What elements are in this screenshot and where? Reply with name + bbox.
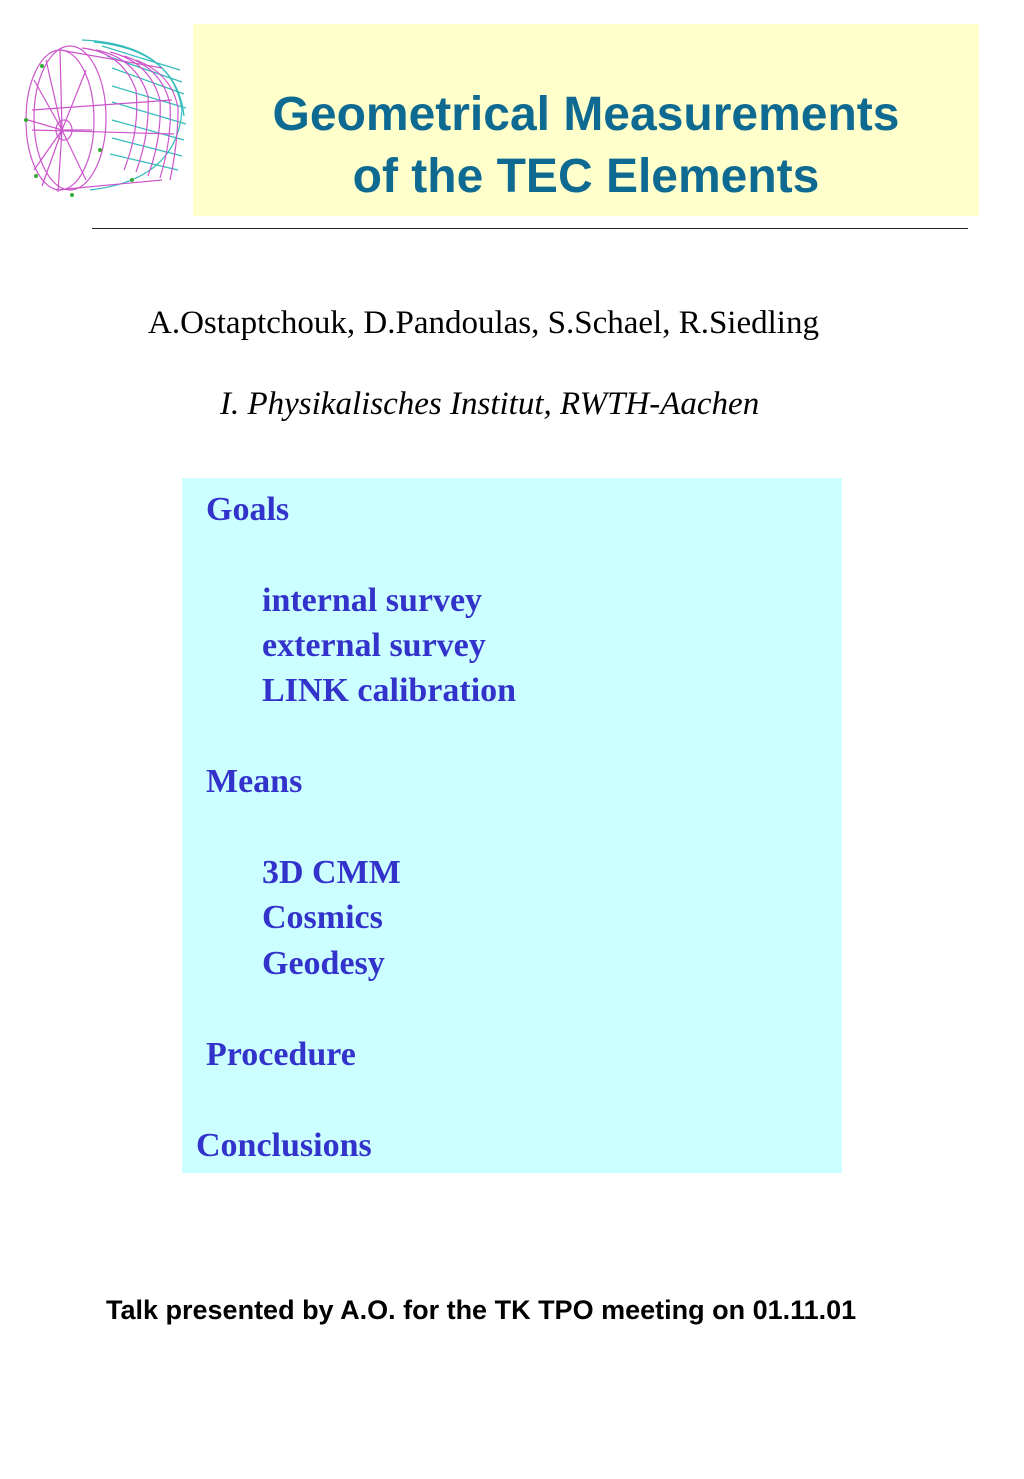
outline-heading-means: Means	[206, 763, 303, 800]
title-box	[193, 24, 979, 216]
authors: A.Ostaptchouk, D.Pandoulas, S.Schael, R.Siedling	[148, 305, 819, 341]
title-line-1: Geometrical Measurements	[272, 88, 900, 141]
outline-subitem: internal survey	[262, 582, 483, 619]
outline-subitem: external survey	[262, 627, 486, 664]
page-title	[193, 84, 979, 208]
outline-subitem: 3D CMM	[262, 854, 401, 891]
institute: I. Physikalisches Institut, RWTH-Aachen	[220, 386, 760, 422]
outline-heading-conclusions: Conclusions	[196, 1127, 372, 1164]
outline-heading-goals: Goals	[206, 491, 290, 528]
outline-subitem: Geodesy	[262, 945, 385, 982]
outline-heading-procedure: Procedure	[206, 1036, 356, 1073]
footer-note: Talk presented by A.O. for the TK TPO meeting on 01.11.01	[106, 1295, 857, 1325]
divider	[92, 228, 968, 229]
outline-subitem: LINK calibration	[262, 672, 517, 709]
tec-detector-wireframe-icon	[12, 30, 188, 202]
title-line-2: of the TEC Elements	[352, 150, 820, 203]
outline-subitem: Cosmics	[262, 899, 383, 936]
outline-box	[182, 478, 842, 1173]
